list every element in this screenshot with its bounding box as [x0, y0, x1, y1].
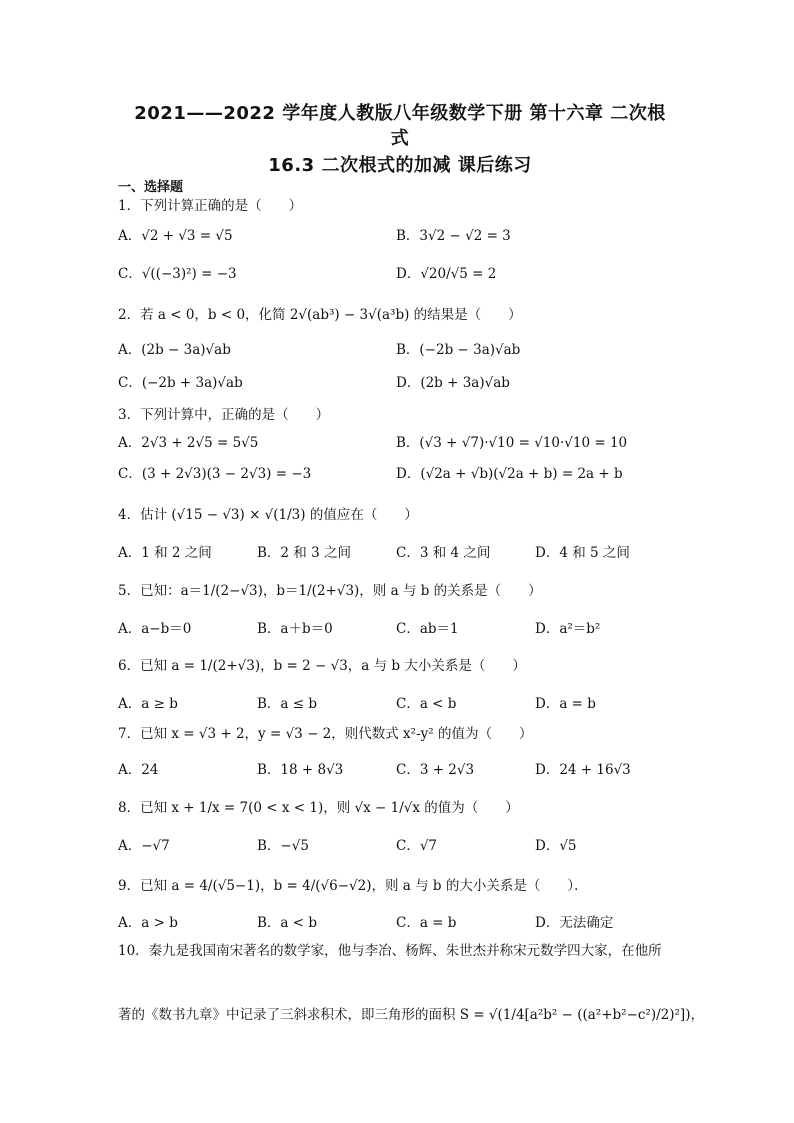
- section-heading: 一、选择题: [118, 180, 184, 195]
- question-7-option-a: A．24: [118, 762, 159, 778]
- question-3-option-a: A．2√3 + 2√5 = 5√5: [118, 435, 259, 451]
- question-9-option-a: A．a > b: [118, 915, 178, 931]
- question-2-option-a: A．(2b − 3a)√ab: [118, 342, 231, 358]
- question-7-option-d: D．24 + 16√3: [535, 762, 631, 778]
- question-1-option-d: D．√20/√5 = 2: [396, 266, 497, 282]
- question-8-option-b: B．−√5: [257, 838, 309, 854]
- question-3-option-d: D．(√2a + √b)(√2a + b) = 2a + b: [396, 466, 623, 482]
- question-4-stem: 4．估计 (√15 − √3) × √(1/3) 的值应在（ ）: [118, 507, 418, 523]
- question-3-option-b: B．(√3 + √7)·√10 = √10·√10 = 10: [396, 435, 628, 451]
- question-4-option-a: A．1 和 2 之间: [118, 545, 212, 561]
- question-6-option-b: B．a ≤ b: [257, 696, 318, 712]
- question-10-stem: 10．秦九是我国南宋著名的数学家，他与李冶、杨辉、朱世杰并称宋元数学四大家，在他所: [118, 943, 662, 959]
- question-8-stem: 8．已知 x + 1/x = 7(0 < x < 1)，则 √x − 1/√x 的值为（ ）: [118, 800, 519, 816]
- question-9-option-c: C．a = b: [396, 915, 457, 931]
- worksheet-title: 2021——2022 学年度人教版八年级数学下册 第十六章 二次根: [134, 103, 666, 124]
- question-4-option-c: C．3 和 4 之间: [396, 545, 491, 561]
- question-5-option-c: C．ab＝1: [396, 621, 459, 637]
- question-1-option-a: A．√2 + √3 = √5: [118, 228, 233, 244]
- question-8-option-d: D．√5: [535, 838, 577, 854]
- question-3-option-c: C．(3 + 2√3)(3 − 2√3) = −3: [118, 466, 312, 482]
- question-6-option-c: C．a < b: [396, 696, 457, 712]
- worksheet-title-continued: 式: [390, 128, 410, 149]
- question-4-option-b: B．2 和 3 之间: [257, 545, 351, 561]
- question-9-stem: 9．已知 a = 4/(√5−1)，b = 4/(√6−√2)，则 a 与 b 的大小关系是（ ）．: [118, 878, 588, 894]
- question-7-option-c: C．3 + 2√3: [396, 762, 475, 778]
- question-8-option-c: C．√7: [396, 838, 438, 854]
- question-2-option-b: B．(−2b − 3a)√ab: [396, 342, 521, 358]
- question-9-option-d: D．无法确定: [535, 915, 614, 931]
- question-1-stem: 1．下列计算正确的是（ ）: [118, 198, 303, 214]
- question-5-option-d: D．a²＝b²: [535, 621, 601, 637]
- question-4-option-d: D．4 和 5 之间: [535, 545, 630, 561]
- question-5-option-b: B．a＋b＝0: [257, 621, 333, 637]
- question-1-option-b: B．3√2 − √2 = 3: [396, 228, 511, 244]
- question-7-stem: 7．已知 x = √3 + 2，y = √3 − 2，则代数式 x²-y² 的值为（ ）: [118, 726, 533, 742]
- question-2-option-c: C．(−2b + 3a)√ab: [118, 375, 243, 391]
- question-3-stem: 3．下列计算中，正确的是（ ）: [118, 407, 330, 423]
- question-5-option-a: A．a−b＝0: [118, 621, 192, 637]
- question-9-option-b: B．a < b: [257, 915, 318, 931]
- question-2-stem: 2．若 a < 0，b < 0，化简 2√(ab³) − 3√(a³b) 的结果是（ ）: [118, 307, 522, 323]
- question-6-option-a: A．a ≥ b: [118, 696, 178, 712]
- question-8-option-a: A．−√7: [118, 838, 170, 854]
- question-5-stem: 5．已知：a＝1/(2−√3)，b＝1/(2+√3)，则 a 与 b 的关系是（ ）: [118, 583, 542, 599]
- question-7-option-b: B．18 + 8√3: [257, 762, 344, 778]
- question-6-option-d: D．a = b: [535, 696, 596, 712]
- question-6-stem: 6．已知 a = 1/(2+√3)，b = 2 − √3，a 与 b 大小关系是（ ）: [118, 658, 526, 674]
- question-2-option-d: D．(2b + 3a)√ab: [396, 375, 510, 391]
- question-1-option-c: C．√((−3)²) = −3: [118, 266, 237, 282]
- question-10-stem-continued: 著的《数书九章》中记录了三斜求积术，即三角形的面积 S = √(1/4[a²b² − ((a²+b²−c²)/2)²])，: [118, 1007, 704, 1023]
- worksheet-subtitle: 16.3 二次根式的加减 课后练习: [268, 155, 532, 176]
